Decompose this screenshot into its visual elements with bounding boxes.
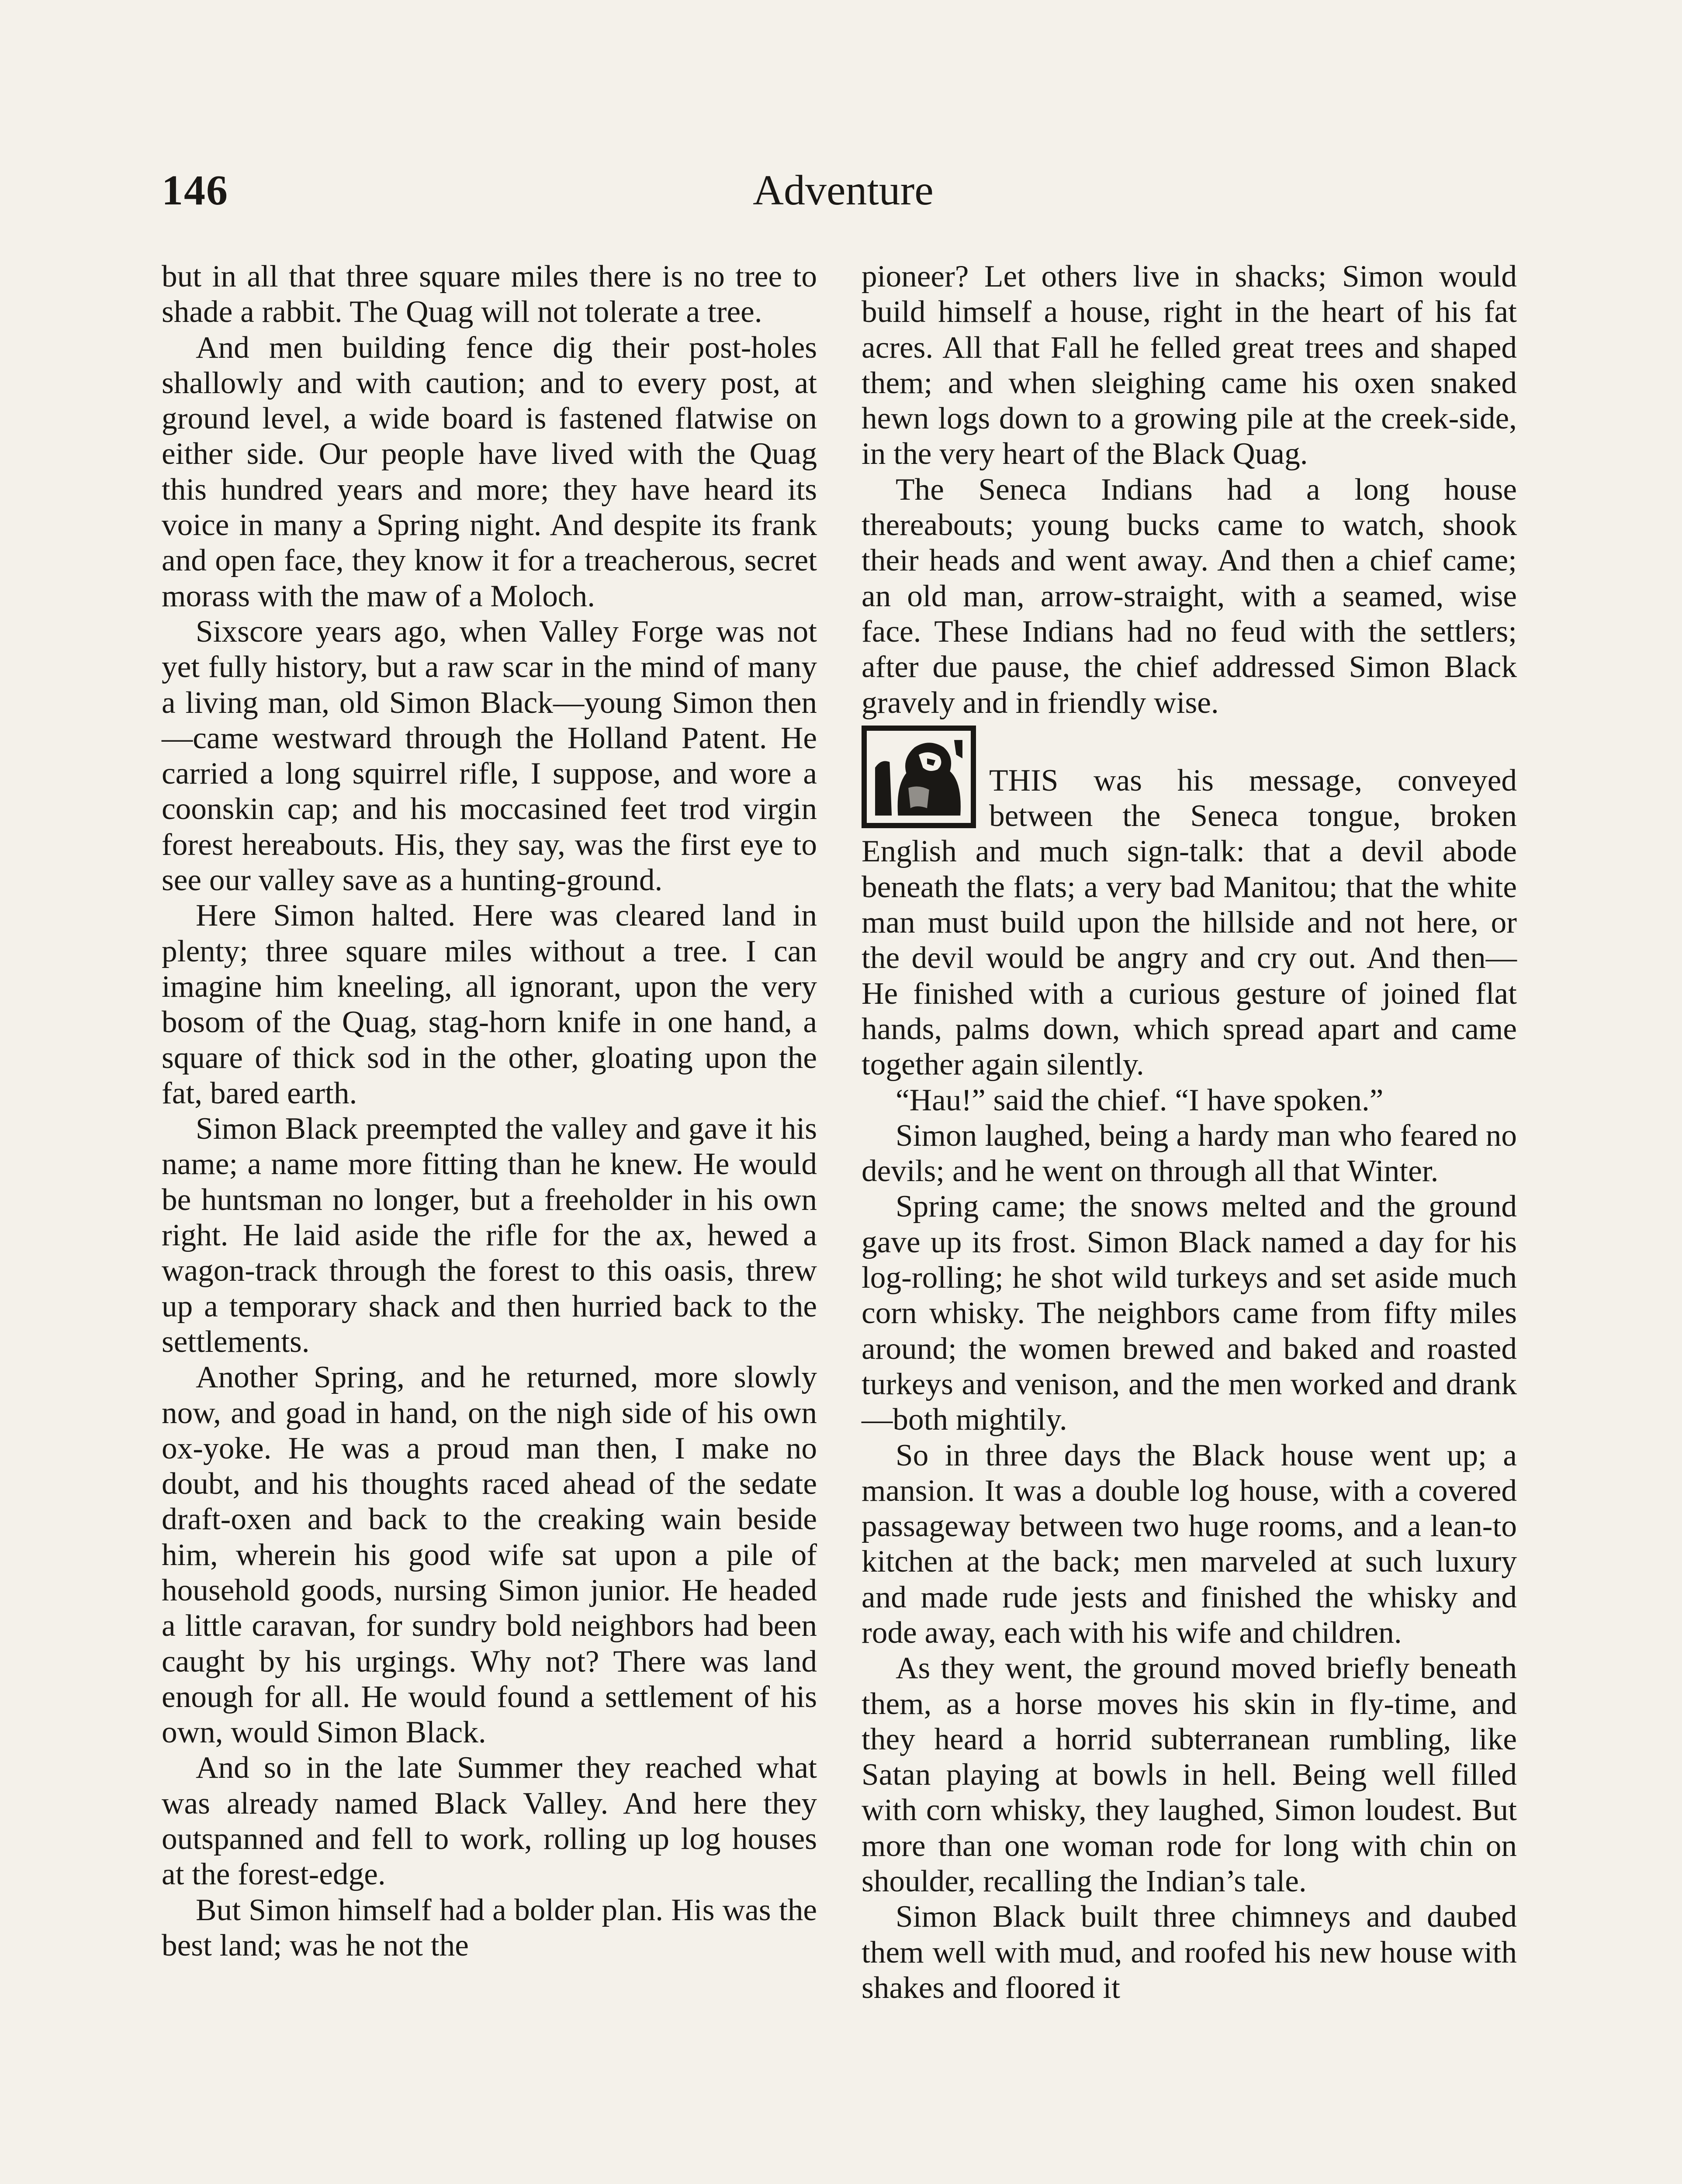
paragraph: Spring came; the snows melted and the ground gave up its frost. Simon Black named a day for his log-rolling; he shot wild turkeys and set aside much corn whisky. The neighbors came from fifty miles around; the women brewed and baked and roasted turkeys and venison, and the men worked and drank—both mightily. — [862, 1189, 1517, 1437]
running-title: Adventure — [753, 167, 934, 214]
illustrated-initial-icon — [862, 726, 976, 828]
paragraph: Simon Black preempted the valley and gave it his name; a name more fitting than he knew. He would be huntsman no longer, but a freeholder in his own right. He laid aside the rifle for the ax, hewed a wagon-track through the forest to this oasis, threw up a temporary shack and then hurried back to the settlements. — [162, 1111, 817, 1359]
paragraph: but in all that three square miles there is no tree to shade a rabbit. The Quag will not tolerate a tree. — [162, 259, 817, 329]
paragraph: pioneer? Let others live in shacks; Simon would build himself a house, right in the heart of his fat acres. All that Fall he felled great trees and shaped them; and when sleighing came his oxen snaked hewn logs down to a growing pile at the creek-side, in the very heart of the Black Quag. — [862, 259, 1517, 471]
paragraph: Here Simon halted. Here was cleared land in plenty; three square miles without a tree. I can imagine him kneeling, all ignorant, upon the very bosom of the Quag, stag-horn knife in one hand, a square of thick sod in the other, gloating upon the fat, bared earth. — [162, 898, 817, 1110]
paragraph: And men building fence dig their post-holes shallowly and with caution; and to every post, at ground level, a wide board is fastened flatwise on either side. Our people have lived with the Quag this hundred years and more; they have heard its voice in many a Spring night. And despite its frank and open face, they know it for a treacherous, secret morass with the maw of a Moloch. — [162, 330, 817, 613]
section-start-paragraph: THIS was his message, conveyed between the Seneca tongue, broken English and much sign-talk: that a devil abode beneath the flats; a very bad Manitou; that the white man must build upon the hillside and not here, or the devil would be angry and cry out. And then— He finished with a curious gesture of joined flat hands, palms down, which spread apart and came together again silently. — [862, 763, 1517, 1082]
paragraph: Sixscore years ago, when Valley Forge was not yet fully history, but a raw scar in the mind of many a living man, old Simon Black—young Simon then—came westward through the Holland Patent. He carried a long squirrel rifle, I suppose, and wore a coonskin cap; and his moccasined feet trod virgin forest hereabouts. His, they say, was the first eye to see our valley save as a hunting-ground. — [162, 614, 817, 898]
paragraph: Simon Black built three chimneys and daubed them well with mud, and roofed his new house with shakes and floored it — [862, 1899, 1517, 2005]
paragraph: So in three days the Black house went up; a mansion. It was a double log house, with a covered passageway between two huge rooms, and a lean-to kitchen at the back; men marveled at such luxury and made rude jests and finished the whisky and rode away, each with his wife and children. — [862, 1438, 1517, 1650]
paragraph: Simon laughed, being a hardy man who feared no devils; and he went on through all that Winter. — [862, 1118, 1517, 1189]
page-number: 146 — [162, 167, 228, 214]
paragraph: “Hau!” said the chief. “I have spoken.” — [896, 1082, 1384, 1117]
paragraph: Another Spring, and he returned, more slowly now, and goad in hand, on the nigh side of his own ox-yoke. He was a proud man then, I make no doubt, and his thoughts raced ahead of the sedate draft-oxen and back to the creaking wain beside him, wherein his good wife sat upon a pile of household goods, nursing Simon junior. He headed a little caravan, for sundry bold neighbors had been caught by his urgings. Why not? There was land enough for all. He would found a settlement of his own, would Simon Black. — [162, 1360, 817, 1750]
paragraph: And so in the late Summer they reached what was already named Black Valley. And here they outspanned and fell to work, rolling up log houses at the forest-edge. — [162, 1750, 817, 1892]
paragraph: As they went, the ground moved briefly beneath them, as a horse moves his skin in fly-time, and they heard a horrid subterranean rumbling, like Satan playing at bowls in hell. Being well filled with corn whisky, they laughed, Simon loudest. But more than one woman rode for long with chin on shoulder, recalling the Indian’s tale. — [862, 1651, 1517, 1899]
paragraph: But Simon himself had a bolder plan. His was the best land; was he not the — [162, 1892, 817, 1963]
left-column — [162, 259, 817, 1963]
paragraph: The Seneca Indians had a long house thereabouts; young bucks came to watch, shook their heads and went away. And then a chief came; an old man, arrow-straight, with a seamed, wise face. These Indians had no feud with the settlers; after due pause, the chief addressed Simon Black gravely and in friendly wise. — [862, 472, 1517, 720]
page-header — [162, 166, 1525, 227]
right-column — [862, 259, 1517, 2005]
